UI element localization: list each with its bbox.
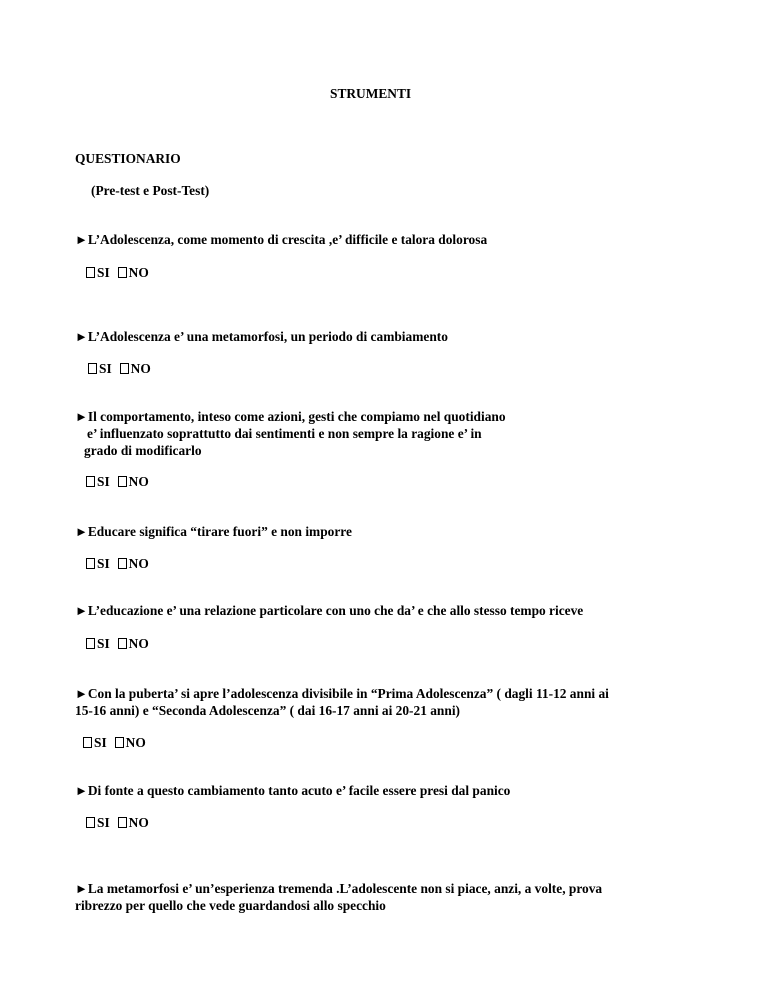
- answer-no-3[interactable]: NO: [118, 474, 149, 489]
- answer-options-2: [88, 361, 151, 377]
- question-8: [75, 881, 694, 897]
- checkbox-icon[interactable]: [86, 638, 95, 649]
- question-6-line-2: 15-16 anni) e “Seconda Adolescenza” ( dai 16-17 anni ai 20-21 anni): [75, 703, 461, 718]
- answer-si-4[interactable]: SI: [86, 556, 110, 571]
- answer-no-1[interactable]: NO: [118, 265, 149, 280]
- checkbox-icon[interactable]: [86, 558, 95, 569]
- answer-no-4[interactable]: NO: [118, 556, 149, 571]
- answer-si-3[interactable]: SI: [86, 474, 110, 489]
- answer-si-1[interactable]: SI: [86, 265, 110, 280]
- answer-options-3: [86, 474, 149, 490]
- answer-options-5: [86, 636, 149, 652]
- bullet-arrow-icon: ►: [75, 329, 88, 344]
- question-3-line-3: grado di modificarlo: [84, 443, 202, 458]
- checkbox-icon[interactable]: [86, 817, 95, 828]
- checkbox-icon[interactable]: [88, 363, 97, 374]
- question-text: Educare significa “tirare fuori” e non imporre: [87, 524, 352, 539]
- question-text: L’Adolescenza e’ una metamorfosi, un periodo di cambiamento: [87, 329, 448, 344]
- bullet-arrow-icon: ►: [75, 232, 88, 247]
- question-text: L’Adolescenza, come momento di crescita ,e’ difficile e talora dolorosa: [87, 232, 488, 247]
- question-4: [75, 524, 352, 540]
- question-text: La metamorfosi e’ un’esperienza tremenda .L’adolescente non si piace, anzi, a volte, prova: [87, 881, 603, 896]
- answer-no-6[interactable]: NO: [115, 735, 146, 750]
- question-3-line-2: e’ influenzato soprattutto dai sentimenti e non sempre la ragione e’ in: [87, 426, 482, 441]
- answer-options-6: [83, 735, 146, 751]
- question-1: [75, 232, 487, 248]
- question-7: [75, 783, 510, 799]
- bullet-arrow-icon: ►: [75, 881, 88, 896]
- answer-si-2[interactable]: SI: [88, 361, 112, 376]
- question-3: [75, 409, 506, 425]
- answer-si-5[interactable]: SI: [86, 636, 110, 651]
- checkbox-icon[interactable]: [86, 476, 95, 487]
- section-heading: QUESTIONARIO: [75, 151, 181, 166]
- bullet-arrow-icon: ►: [75, 783, 88, 798]
- answer-options-1: [86, 265, 149, 281]
- answer-options-7: [86, 815, 149, 831]
- bullet-arrow-icon: ►: [75, 524, 88, 539]
- checkbox-icon[interactable]: [118, 476, 127, 487]
- answer-si-7[interactable]: SI: [86, 815, 110, 830]
- section-subheading: (Pre-test e Post-Test): [91, 183, 210, 198]
- question-text: Di fonte a questo cambiamento tanto acuto e’ facile essere presi dal panico: [87, 783, 511, 798]
- answer-no-7[interactable]: NO: [118, 815, 149, 830]
- question-text: Il comportamento, inteso come azioni, gesti che compiamo nel quotidiano: [87, 409, 506, 424]
- checkbox-icon[interactable]: [83, 737, 92, 748]
- answer-no-2[interactable]: NO: [120, 361, 151, 376]
- question-2: [75, 329, 448, 345]
- checkbox-icon[interactable]: [118, 558, 127, 569]
- answer-options-4: [86, 556, 149, 572]
- question-text: L’educazione e’ una relazione particolare con uno che da’ e che allo stesso tempo riceve: [87, 603, 584, 618]
- answer-no-5[interactable]: NO: [118, 636, 149, 651]
- answer-si-6[interactable]: SI: [83, 735, 107, 750]
- checkbox-icon[interactable]: [86, 267, 95, 278]
- question-6: [75, 686, 695, 702]
- question-text: Con la puberta’ si apre l’adolescenza divisibile in “Prima Adolescenza” ( dagli 11-12 anni ai: [87, 686, 609, 701]
- page-title: STRUMENTI: [330, 86, 412, 101]
- question-8-line-2: ribrezzo per quello che vede guardandosi allo specchio: [75, 898, 386, 913]
- checkbox-icon[interactable]: [118, 638, 127, 649]
- question-5: [75, 603, 583, 619]
- bullet-arrow-icon: ►: [75, 603, 88, 618]
- checkbox-icon[interactable]: [118, 267, 127, 278]
- bullet-arrow-icon: ►: [75, 686, 88, 701]
- checkbox-icon[interactable]: [118, 817, 127, 828]
- checkbox-icon[interactable]: [120, 363, 129, 374]
- checkbox-icon[interactable]: [115, 737, 124, 748]
- bullet-arrow-icon: ►: [75, 409, 88, 424]
